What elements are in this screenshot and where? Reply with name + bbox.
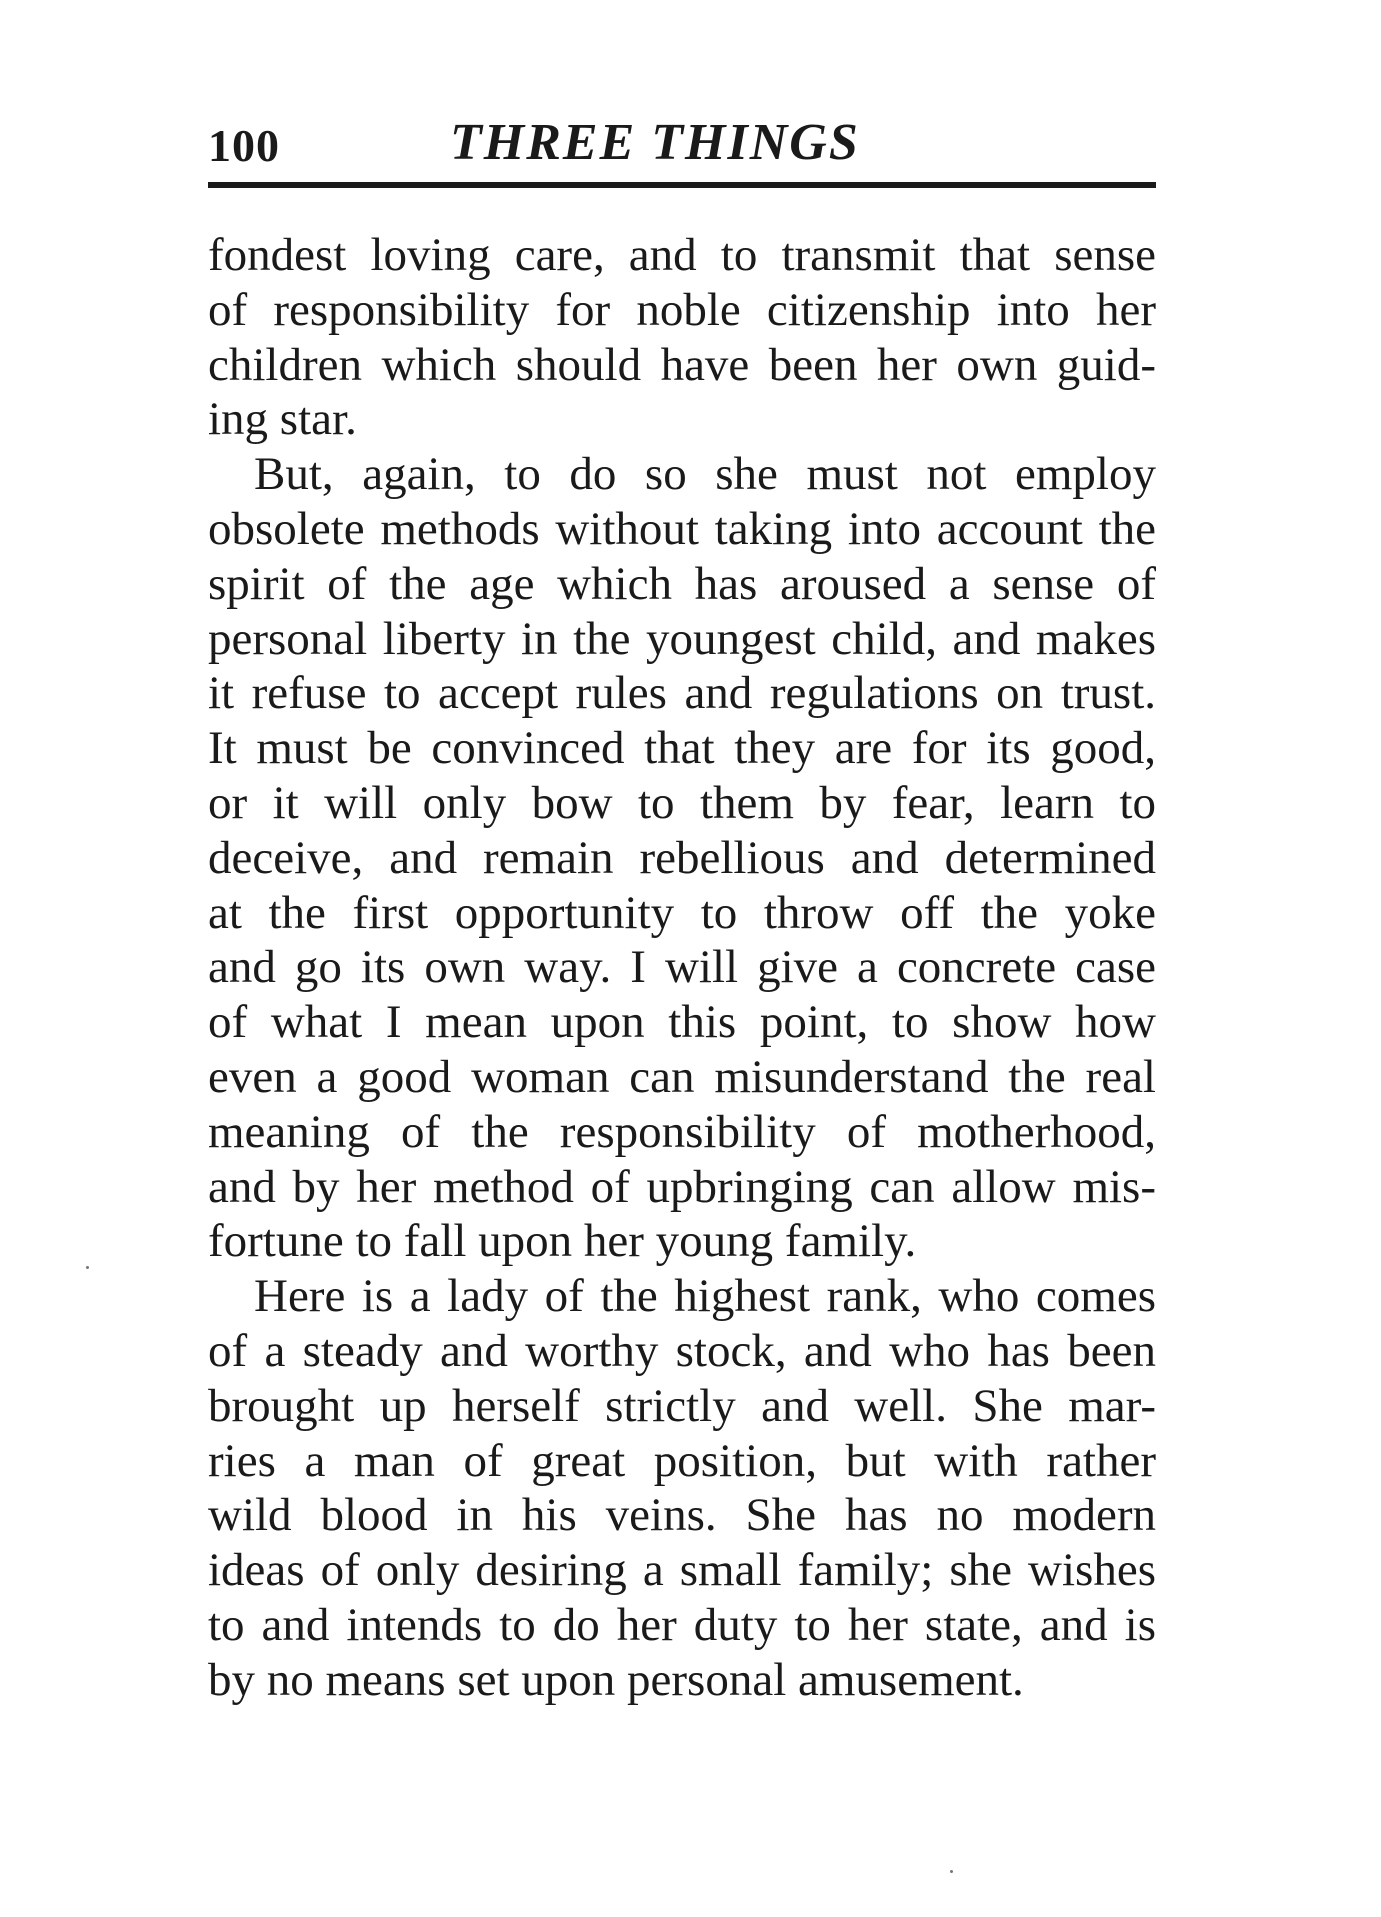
text-line: it refuse to accept rules and regulations on trust.	[208, 667, 1156, 720]
text-line: to and intends to do her duty to her state, and is	[208, 1598, 1156, 1651]
body-text	[208, 228, 1156, 1708]
paragraph	[208, 228, 1156, 447]
scan-speck	[86, 1266, 89, 1269]
text-line: ing star.	[208, 393, 357, 446]
text-line: or it will only bow to them by fear, learn to	[208, 776, 1156, 829]
text-line: fondest loving care, and to transmit that sense	[208, 229, 1156, 281]
text-line: ries a man of great position, but with rather	[208, 1434, 1156, 1487]
text-line: of a steady and worthy stock, and who has been	[208, 1324, 1156, 1377]
text-line: deceive, and remain rebellious and determined	[208, 831, 1156, 884]
page-header	[208, 113, 1156, 175]
text-line: It must be convinced that they are for its good,	[208, 722, 1156, 775]
header-rule	[208, 182, 1156, 188]
paragraph	[208, 1269, 1156, 1707]
text-line: brought up herself strictly and well. She mar-	[208, 1379, 1156, 1432]
scan-speck	[950, 1870, 953, 1873]
paragraph	[208, 447, 1156, 1269]
text-line: by no means set upon personal amusement.	[208, 1653, 1024, 1706]
text-line: of what I mean upon this point, to show how	[208, 996, 1156, 1049]
text-line: and go its own way. I will give a concrete case	[208, 941, 1156, 994]
text-line: personal liberty in the youngest child, and makes	[208, 612, 1156, 665]
text-line: of responsibility for noble citizenship into her	[208, 283, 1156, 336]
text-line: ideas of only desiring a small family; she wishes	[208, 1544, 1156, 1597]
text-line: even a good woman can misunderstand the real	[208, 1050, 1156, 1103]
text-line: at the first opportunity to throw off the yoke	[208, 886, 1156, 939]
text-line: obsolete methods without taking into account the	[208, 502, 1156, 555]
text-line: meaning of the responsibility of motherhood,	[208, 1105, 1156, 1158]
text-line: But, again, to do so she must not employ	[254, 448, 1156, 501]
text-line: children which should have been her own guid-	[208, 338, 1156, 391]
text-line: and by her method of upbringing can allow mis-	[208, 1160, 1156, 1213]
text-line: wild blood in his veins. She has no modern	[208, 1489, 1156, 1542]
text-line: fortune to fall upon her young family.	[208, 1215, 917, 1268]
page-number: 100	[208, 120, 280, 171]
text-line: spirit of the age which has aroused a sense of	[208, 557, 1156, 610]
text-line: Here is a lady of the highest rank, who comes	[254, 1270, 1156, 1323]
running-head-title: THREE THINGS	[450, 114, 860, 171]
